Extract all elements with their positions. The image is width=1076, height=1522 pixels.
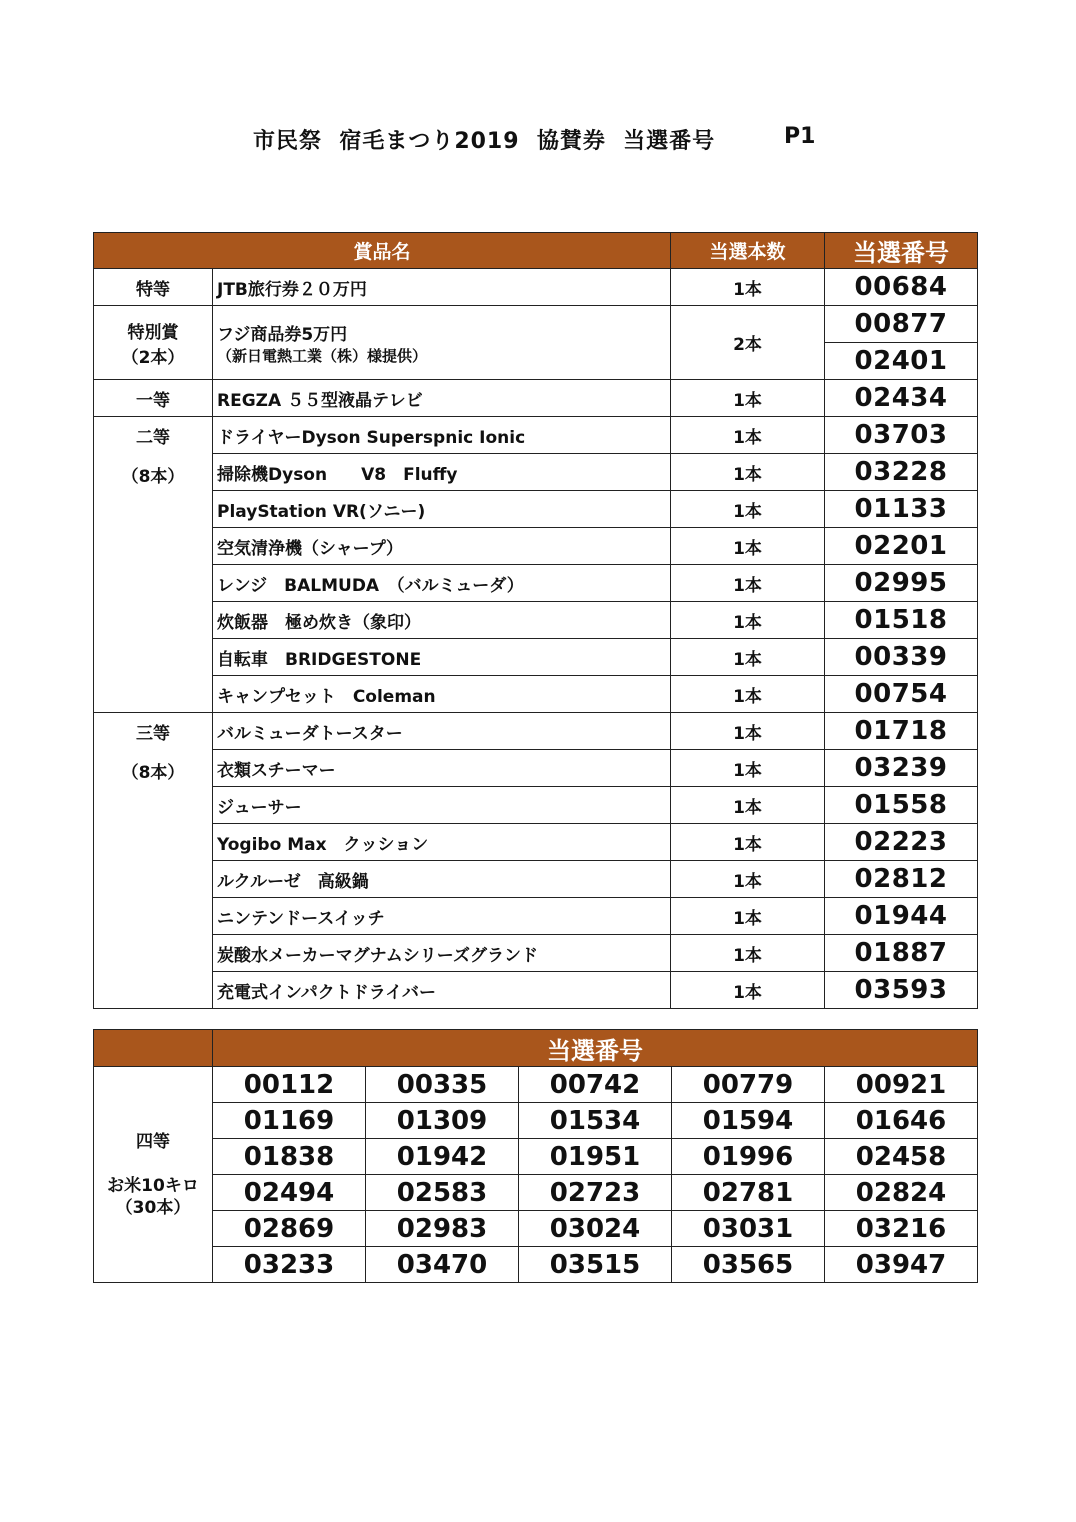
table-row	[94, 1175, 978, 1211]
page-number: P1	[784, 124, 816, 149]
winning-number: 01518	[825, 602, 978, 639]
rank-special: 特等	[94, 269, 213, 306]
prize-count: 1本	[671, 935, 825, 972]
winning-number: 03703	[825, 417, 978, 454]
winning-number: 02824	[825, 1175, 978, 1211]
winning-number: 03024	[519, 1211, 672, 1247]
rank-third	[94, 713, 213, 1009]
winning-number: 01718	[825, 713, 978, 750]
winning-number: 03228	[825, 454, 978, 491]
table-row	[94, 1067, 978, 1103]
prize-name: 炭酸水メーカーマグナムシリーズグランド	[213, 935, 671, 972]
title-text: 市民祭 宿毛まつり2019 協賛券 当選番号	[253, 129, 716, 154]
table-row	[94, 1211, 978, 1247]
prize-name: バルミューダトースター	[213, 713, 671, 750]
prize-name: ルクルーゼ 高級鍋	[213, 861, 671, 898]
table-row	[94, 306, 978, 343]
winning-number: 03233	[213, 1247, 366, 1283]
prize-count: 1本	[671, 602, 825, 639]
winning-number: 00754	[825, 676, 978, 713]
winning-number: 02869	[213, 1211, 366, 1247]
prize-count: 1本	[671, 491, 825, 528]
prize-name: 掃除機Dyson V8 Fluffy	[213, 454, 671, 491]
fourth-prize-name: お米10キロ	[107, 1175, 199, 1196]
winning-number: 01944	[825, 898, 978, 935]
winning-number: 00742	[519, 1067, 672, 1103]
winning-number: 03593	[825, 972, 978, 1009]
winning-number: 03515	[519, 1247, 672, 1283]
prize-count: 1本	[671, 269, 825, 306]
fourth-prize-table	[93, 1029, 978, 1283]
rank-second	[94, 417, 213, 713]
prize-count: 1本	[671, 639, 825, 676]
table-row	[94, 1139, 978, 1175]
winning-number: 02434	[825, 380, 978, 417]
prize-name	[213, 306, 671, 380]
prize-name: ジューサー	[213, 787, 671, 824]
prize-name: キャンプセット Coleman	[213, 676, 671, 713]
table-row	[94, 787, 978, 824]
prize-name: 自転車 BRIDGESTONE	[213, 639, 671, 676]
table-row	[94, 491, 978, 528]
rank-label: 二等	[136, 428, 170, 448]
page-title	[0, 120, 1076, 160]
prize-name: Yogibo Max クッション	[213, 824, 671, 861]
winning-number: 00779	[672, 1067, 825, 1103]
rank-count: （2本）	[121, 347, 185, 368]
prize-count: 1本	[671, 454, 825, 491]
winning-number: 01558	[825, 787, 978, 824]
winning-number: 02401	[825, 343, 978, 380]
fourth-table-header	[94, 1030, 978, 1067]
table-row	[94, 380, 978, 417]
prize-count: 1本	[671, 861, 825, 898]
winning-number: 00921	[825, 1067, 978, 1103]
prize-count: 1本	[671, 898, 825, 935]
winning-number: 03239	[825, 750, 978, 787]
table-row	[94, 528, 978, 565]
prize-name-text: フジ商品券5万円	[217, 324, 348, 345]
table-row	[94, 750, 978, 787]
prize-count: 1本	[671, 676, 825, 713]
table-row	[94, 1247, 978, 1283]
table-row	[94, 713, 978, 750]
prize-count: 1本	[671, 972, 825, 1009]
prize-name: PlayStation VR(ソニー)	[213, 491, 671, 528]
winning-number: 03216	[825, 1211, 978, 1247]
prize-count: 1本	[671, 713, 825, 750]
table-row	[94, 269, 978, 306]
prize-name: 衣類スチーマー	[213, 750, 671, 787]
header-blank	[94, 1030, 213, 1067]
header-winning-number: 当選番号	[213, 1030, 978, 1067]
prize-count: 1本	[671, 824, 825, 861]
prize-table	[93, 232, 978, 1009]
winning-number: 03470	[366, 1247, 519, 1283]
winning-number: 02983	[366, 1211, 519, 1247]
winning-number: 01133	[825, 491, 978, 528]
header-winning-number: 当選番号	[825, 233, 978, 269]
rank-count: （8本）	[121, 763, 185, 783]
table-row	[94, 935, 978, 972]
table-row	[94, 898, 978, 935]
rank-fourth	[94, 1067, 213, 1283]
winning-number: 01887	[825, 935, 978, 972]
winning-number: 02494	[213, 1175, 366, 1211]
winning-number: 02723	[519, 1175, 672, 1211]
prize-name: レンジ BALMUDA （バルミューダ）	[213, 565, 671, 602]
prize-count: 1本	[671, 417, 825, 454]
table-row	[94, 972, 978, 1009]
winning-number: 02995	[825, 565, 978, 602]
rank-count: （30本）	[115, 1197, 191, 1218]
table-row	[94, 824, 978, 861]
prize-count: 1本	[671, 380, 825, 417]
winning-number: 02781	[672, 1175, 825, 1211]
winning-number: 03947	[825, 1247, 978, 1283]
winning-number: 00335	[366, 1067, 519, 1103]
winning-number: 01309	[366, 1103, 519, 1139]
sponsor-note: （新日電熱工業（株）様提供）	[217, 346, 428, 365]
prize-count: 1本	[671, 787, 825, 824]
prize-count: 1本	[671, 750, 825, 787]
winning-number: 00112	[213, 1067, 366, 1103]
winning-number: 02583	[366, 1175, 519, 1211]
winning-number: 03565	[672, 1247, 825, 1283]
winning-number: 00339	[825, 639, 978, 676]
rank-label: 特別賞	[127, 322, 179, 343]
winning-number: 02458	[825, 1139, 978, 1175]
winning-number: 01594	[672, 1103, 825, 1139]
winning-number: 01942	[366, 1139, 519, 1175]
table-row	[94, 602, 978, 639]
table-row	[94, 1103, 978, 1139]
rank-special-award	[94, 306, 213, 380]
prize-name: REGZA ５５型液晶テレビ	[213, 380, 671, 417]
prize-name: JTB旅行券２０万円	[213, 269, 671, 306]
header-count: 当選本数	[671, 233, 825, 269]
rank-label: 三等	[136, 724, 170, 744]
rank-count: （8本）	[121, 467, 185, 487]
prize-count: 2本	[671, 306, 825, 380]
prize-name: ニンテンドースイッチ	[213, 898, 671, 935]
header-prize-name: 賞品名	[94, 233, 671, 269]
winning-number: 01169	[213, 1103, 366, 1139]
winning-number: 03031	[672, 1211, 825, 1247]
winning-number: 01951	[519, 1139, 672, 1175]
prize-count: 1本	[671, 565, 825, 602]
table-row	[94, 454, 978, 491]
table-row	[94, 639, 978, 676]
prize-name: 空気清浄機（シャープ）	[213, 528, 671, 565]
table-row	[94, 676, 978, 713]
winning-number: 02201	[825, 528, 978, 565]
winning-number: 00877	[825, 306, 978, 343]
winning-number: 02223	[825, 824, 978, 861]
winning-number: 01996	[672, 1139, 825, 1175]
prize-name: 充電式インパクトドライバー	[213, 972, 671, 1009]
table-row	[94, 565, 978, 602]
rank-first: 一等	[94, 380, 213, 417]
prize-name: ドライヤーDyson Superspnic Ionic	[213, 417, 671, 454]
table-row	[94, 861, 978, 898]
table-row	[94, 417, 978, 454]
prize-table-header	[94, 233, 978, 269]
winning-number: 01534	[519, 1103, 672, 1139]
winning-number: 01646	[825, 1103, 978, 1139]
winning-number: 00684	[825, 269, 978, 306]
winning-number: 01838	[213, 1139, 366, 1175]
prize-count: 1本	[671, 528, 825, 565]
rank-label: 四等	[136, 1131, 170, 1152]
winning-number: 02812	[825, 861, 978, 898]
prize-name: 炊飯器 極め炊き（象印）	[213, 602, 671, 639]
